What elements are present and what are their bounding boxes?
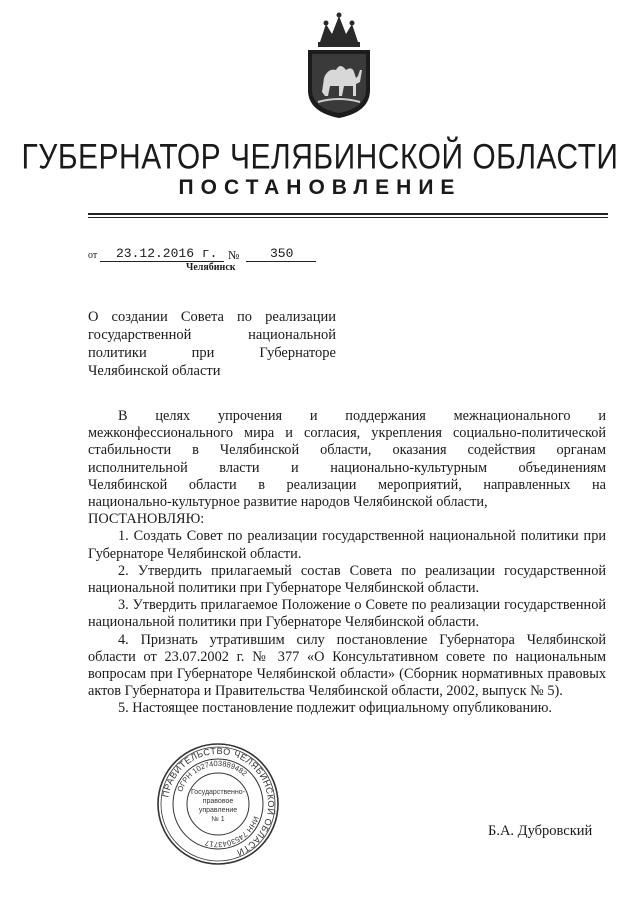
preamble-line: Челябинской области в реализации мероприятий, направленных на	[88, 476, 606, 493]
decree-date: 23.12.2016 г.	[116, 246, 218, 261]
decree-body	[88, 408, 606, 718]
decree-item-1: 1. Создать Совет по реализации государственной национальной политики при Губернаторе Челябинской области.	[88, 528, 606, 562]
preamble-line: национально-культурное развитие народов Челябинской области,	[88, 494, 488, 511]
decree-item-5: 5. Настоящее постановление подлежит официальному опубликованию.	[118, 700, 553, 717]
number-label: №	[228, 248, 240, 262]
decree-number: 350	[270, 246, 294, 261]
subject-line: государственной национальной	[88, 327, 336, 343]
stamp-outer-text: ПРАВИТЕЛЬСТВО ЧЕЛЯБИНСКОЙ ОБЛАСТИ	[160, 745, 277, 859]
stamp-center-line: № 1	[211, 816, 225, 823]
decree-title: ПОСТАНОВЛЕНИЕ	[178, 176, 462, 199]
decree-item-3: 3. Утвердить прилагаемое Положение о Совете по реализации государственной национальной политики при Губернаторе Челябинской области.	[88, 597, 606, 631]
header-rule-thin	[88, 217, 608, 218]
subject-line: политики при Губернаторе	[88, 345, 336, 361]
governor-title: ГУБЕРНАТОР ЧЕЛЯБИНСКОЙ ОБЛАСТИ	[21, 138, 619, 177]
coat-of-arms-emblem	[298, 12, 380, 120]
header-rule-thick	[88, 213, 608, 215]
decree-subject	[88, 308, 336, 380]
stamp-inn: ИНН 7453043717	[203, 815, 261, 850]
stamp-center-line: Государственно-	[190, 789, 246, 796]
number-underline	[246, 261, 316, 262]
preamble-line: межконфессионального мира и согласия, укрепления социально-политической	[88, 425, 606, 442]
stamp-ogrn: ОГРН 1027403889482	[175, 758, 249, 793]
decree-item-2: 2. Утвердить прилагаемый состав Совета по реализации государственной национальной политики при Губернаторе Челябинской области.	[88, 562, 606, 597]
date-number-row	[88, 246, 388, 266]
subject-line: Челябинской области	[88, 363, 221, 379]
subject-line: О создании Совета по реализации	[88, 309, 336, 325]
resolve-word: ПОСТАНОВЛЯЮ:	[88, 511, 205, 528]
stamp-center-line: правовое	[202, 798, 234, 805]
preamble-line: стабильности в Челябинской области, оказания содействия органам	[88, 442, 606, 459]
preamble-line: исполнительной власти и национально-культурным объединениям	[88, 459, 606, 476]
decree-item-4: 4. Признать утратившим силу постановление Губернатора Челябинской области от 23.07.2002 г. № 377 «О Консультативном совете по национальным вопросам при Губернаторе Челябинской области» (Сборник нормативных правовых актов Губернатора и Правительства Челябинской области, 2002, выпуск № 5).	[88, 631, 606, 700]
date-prefix: от	[88, 250, 98, 261]
signatory-name: Б.А. Дубровский	[488, 823, 593, 839]
stamp-center-line: управление	[198, 807, 238, 814]
preamble	[88, 408, 606, 511]
preamble-line: В целях упрочения и поддержания межнационального и	[118, 408, 606, 424]
official-stamp	[154, 740, 282, 868]
city-label: Челябинск	[186, 262, 236, 273]
